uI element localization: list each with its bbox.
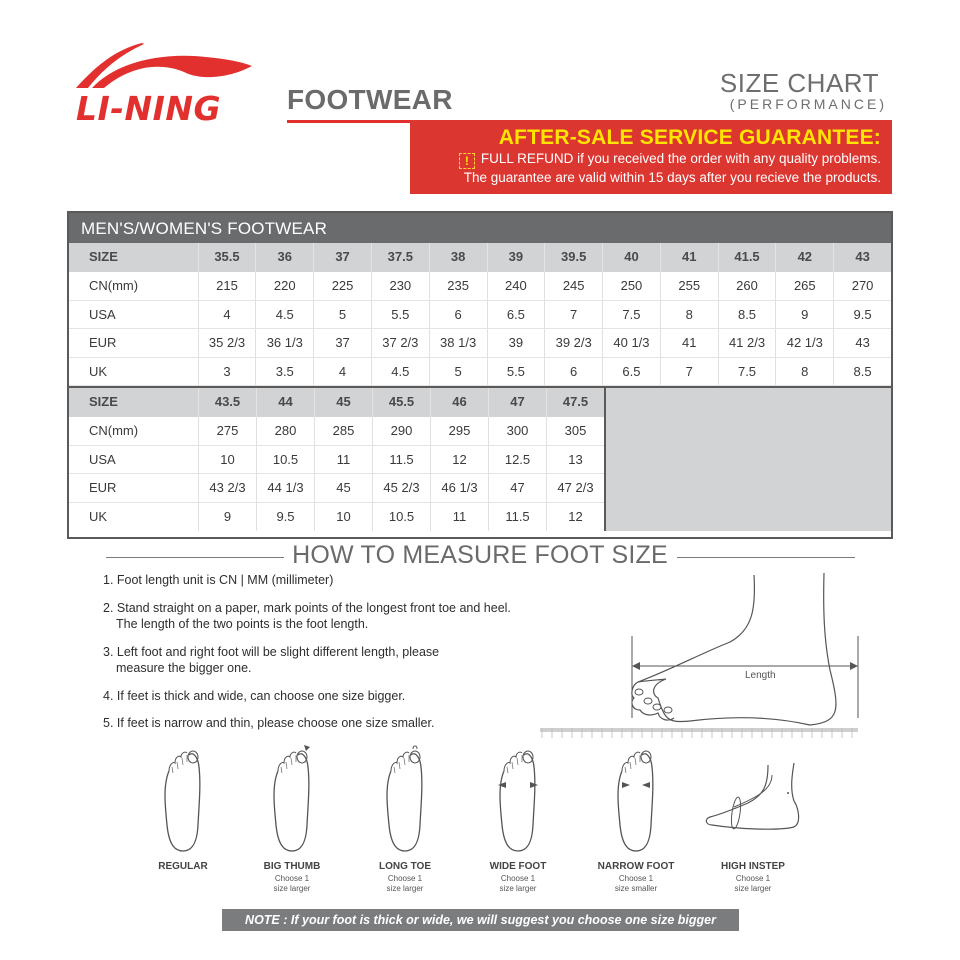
row-label: USA <box>89 306 116 322</box>
narrow-foot-icon <box>581 745 691 857</box>
table-cell: 5 <box>313 301 371 329</box>
size-table <box>67 211 893 539</box>
table-row <box>69 301 891 330</box>
table-cell: 4.5 <box>255 301 313 329</box>
table-cell: 300 <box>488 417 546 445</box>
long-toe-foot-icon <box>350 745 460 857</box>
table-cell: 36 <box>255 243 313 272</box>
table-row <box>69 272 891 301</box>
table-cell: 38 1/3 <box>429 329 487 357</box>
foot-type-guide <box>140 745 820 905</box>
table-cell: 35 2/3 <box>198 329 256 357</box>
foot-type-item <box>350 745 460 894</box>
category-title: FOOTWEAR <box>287 84 453 115</box>
table-cell: 37 <box>313 243 371 272</box>
foot-type-item <box>698 745 808 894</box>
instruction-item <box>103 572 573 589</box>
table-cell: 6 <box>544 358 602 386</box>
table-cell: 46 <box>430 388 488 417</box>
table-cell: 47.5 <box>546 388 604 417</box>
table-cell: 305 <box>546 417 604 445</box>
table-cell: 8.5 <box>833 358 891 386</box>
table-cell: 285 <box>314 417 372 445</box>
instruction-continuation: The length of the two points is the foot length. <box>116 617 369 631</box>
high-instep-foot-icon <box>698 745 808 857</box>
table-cell: 7 <box>660 358 718 386</box>
guarantee-banner <box>410 120 892 194</box>
table-cell: 41 <box>660 243 718 272</box>
table-cell: 39 <box>487 243 545 272</box>
note-line-2: size larger <box>273 884 311 893</box>
table-cell: 45 2/3 <box>372 474 430 502</box>
table-cell: 43 <box>833 243 891 272</box>
table-cell: 4.5 <box>371 358 429 386</box>
foot-type-note <box>350 874 460 894</box>
note-line-2: size larger <box>734 884 772 893</box>
note-line-1: Choose 1 <box>387 874 423 883</box>
table-cell: 46 1/3 <box>430 474 488 502</box>
foot-type-name: HIGH INSTEP <box>721 861 785 872</box>
table-cell: 6.5 <box>487 301 545 329</box>
table-cell: 9 <box>775 301 833 329</box>
table-cell: 37.5 <box>371 243 429 272</box>
table-cell: 10.5 <box>256 446 314 474</box>
instruction-text: 5. If feet is narrow and thin, please choose one size smaller. <box>103 716 435 730</box>
big-thumb-foot-icon <box>237 745 347 857</box>
table-cell: 5.5 <box>371 301 429 329</box>
table-cell: 275 <box>198 417 256 445</box>
table-cell: 6 <box>429 301 487 329</box>
table-cell: 43 <box>833 329 891 357</box>
page-title: SIZE CHART <box>719 68 879 98</box>
size-block-2 <box>69 386 891 531</box>
table-cell: 47 <box>488 474 546 502</box>
table-cell: 5 <box>429 358 487 386</box>
foot-type-note <box>698 874 808 894</box>
table-cell: 43.5 <box>198 388 256 417</box>
table-cell: 45 <box>314 474 372 502</box>
table-cell: 39.5 <box>544 243 602 272</box>
table-cell: 290 <box>372 417 430 445</box>
row-label: UK <box>89 508 108 524</box>
guarantee-title: AFTER-SALE SERVICE GUARANTEE: <box>498 126 881 149</box>
table-cell: 39 <box>487 329 545 357</box>
instruction-text: 1. Foot length unit is CN | MM (millimeter) <box>103 573 334 587</box>
instruction-item <box>103 600 573 633</box>
table-cell: 9.5 <box>256 503 314 532</box>
table-row <box>69 329 891 358</box>
table-cell: 6.5 <box>602 358 660 386</box>
wide-foot-icon <box>463 745 573 857</box>
table-cell: 42 1/3 <box>775 329 833 357</box>
table-cell: 45.5 <box>372 388 430 417</box>
table-cell: 41 <box>660 329 718 357</box>
foot-length-diagram <box>540 570 870 750</box>
table-cell: 7.5 <box>602 301 660 329</box>
table-cell: 11 <box>314 446 372 474</box>
table-row <box>69 243 891 272</box>
table-cell: 40 <box>602 243 660 272</box>
table-cell: 45 <box>314 388 372 417</box>
note-line-2: size larger <box>499 884 537 893</box>
note-line-1: Choose 1 <box>618 874 654 883</box>
foot-type-name: WIDE FOOT <box>489 861 547 872</box>
side-foot-icon <box>540 570 870 745</box>
note-line-2: size smaller <box>614 884 658 893</box>
table-cell: 215 <box>198 272 256 300</box>
table-cell: 240 <box>487 272 545 300</box>
row-label: UK <box>89 363 108 379</box>
li-ning-swoosh-icon <box>74 40 254 90</box>
table-cell: 255 <box>660 272 718 300</box>
empty-filler <box>604 386 891 531</box>
table-cell: 4 <box>198 301 256 329</box>
table-cell: 10.5 <box>372 503 430 532</box>
table-cell: 3.5 <box>255 358 313 386</box>
table-cell: 270 <box>833 272 891 300</box>
table-cell: 3 <box>198 358 256 386</box>
table-cell: 38 <box>429 243 487 272</box>
guarantee-line-2: The guarantee are valid within 15 days after you recieve the products. <box>463 170 881 185</box>
table-cell: 8 <box>660 301 718 329</box>
measure-title: HOW TO MEASURE FOOT SIZE <box>292 541 668 569</box>
note-line-2: size larger <box>386 884 424 893</box>
foot-type-note <box>237 874 347 894</box>
table-cell: 8 <box>775 358 833 386</box>
table-cell: 44 <box>256 388 314 417</box>
table-cell: 35.5 <box>198 243 256 272</box>
note-line-1: Choose 1 <box>274 874 310 883</box>
table-cell: 225 <box>313 272 371 300</box>
foot-type-name: LONG TOE <box>378 861 432 872</box>
table-cell: 12.5 <box>488 446 546 474</box>
row-label: SIZE <box>89 249 118 264</box>
category-underline <box>287 120 412 123</box>
row-label: SIZE <box>89 394 118 409</box>
row-label: CN(mm) <box>89 423 139 438</box>
table-cell: 11 <box>430 503 488 532</box>
table-cell: 280 <box>256 417 314 445</box>
row-label: EUR <box>89 335 117 350</box>
row-label: CN(mm) <box>89 278 139 293</box>
foot-type-item <box>128 745 238 872</box>
table-cell: 7 <box>544 301 602 329</box>
instruction-item <box>103 688 573 705</box>
instruction-list <box>103 572 573 743</box>
foot-type-note <box>581 874 691 894</box>
note-bar: NOTE : If your foot is thick or wide, we will suggest you choose one size bigger <box>222 909 739 931</box>
table-cell: 37 <box>313 329 371 357</box>
instruction-item <box>103 644 573 677</box>
instruction-text: 3. Left foot and right foot will be slight different length, please <box>103 644 440 659</box>
table-cell: 47 2/3 <box>546 474 604 502</box>
table-cell: 36 1/3 <box>255 329 313 357</box>
table-cell: 11.5 <box>488 503 546 532</box>
table-cell: 5.5 <box>487 358 545 386</box>
note-line-1: Choose 1 <box>735 874 771 883</box>
row-label: USA <box>89 451 116 467</box>
table-cell: 41 2/3 <box>718 329 776 357</box>
table-cell: 220 <box>255 272 313 300</box>
instruction-item <box>103 715 573 732</box>
brand-name: LI-NING <box>76 89 222 128</box>
table-cell: 235 <box>429 272 487 300</box>
table-cell: 8.5 <box>718 301 776 329</box>
note-line-1: Choose 1 <box>500 874 536 883</box>
size-block-1 <box>69 243 891 386</box>
instruction-text: 4. If feet is thick and wide, can choose one size bigger. <box>103 688 406 703</box>
li-ning-logo <box>74 40 254 132</box>
table-cell: 9.5 <box>833 301 891 329</box>
table-cell: 7.5 <box>718 358 776 386</box>
table-cell: 260 <box>718 272 776 300</box>
table-cell: 10 <box>314 503 372 532</box>
instruction-text: 2. Stand straight on a paper, mark points of the longest front toe and heel. <box>103 600 511 615</box>
table-row <box>69 358 891 387</box>
table-cell: 9 <box>198 503 256 532</box>
foot-type-item <box>581 745 691 894</box>
table-cell: 40 1/3 <box>602 329 660 357</box>
guarantee-text-1: FULL REFUND if you received the order with any quality problems. <box>480 151 881 166</box>
foot-type-note <box>463 874 573 894</box>
foot-type-item <box>237 745 347 894</box>
regular-foot-icon <box>128 745 238 857</box>
foot-type-item <box>463 745 573 894</box>
table-cell: 37 2/3 <box>371 329 429 357</box>
table-cell: 265 <box>775 272 833 300</box>
table-cell: 39 2/3 <box>544 329 602 357</box>
table-cell: 10 <box>198 446 256 474</box>
table-cell: 12 <box>546 503 604 532</box>
table-cell: 4 <box>313 358 371 386</box>
table-cell: 12 <box>430 446 488 474</box>
table-cell: 42 <box>775 243 833 272</box>
table-cell: 44 1/3 <box>256 474 314 502</box>
table-cell: 250 <box>602 272 660 300</box>
page-subtitle: (PERFORMANCE) <box>729 96 887 112</box>
table-cell: 295 <box>430 417 488 445</box>
table-cell: 245 <box>544 272 602 300</box>
table-cell: 41.5 <box>718 243 776 272</box>
foot-type-name: REGULAR <box>158 861 208 872</box>
warning-icon: ! <box>459 153 475 169</box>
guarantee-line-1 <box>420 150 881 169</box>
table-cell: 47 <box>488 388 546 417</box>
table-title: MEN'S/WOMEN'S FOOTWEAR <box>69 213 891 243</box>
length-label: Length <box>745 670 776 681</box>
table-cell: 13 <box>546 446 604 474</box>
table-cell: 43 2/3 <box>198 474 256 502</box>
row-label: EUR <box>89 480 117 495</box>
table-cell: 230 <box>371 272 429 300</box>
foot-type-name: BIG THUMB <box>263 861 321 872</box>
table-cell: 11.5 <box>372 446 430 474</box>
instruction-continuation: measure the bigger one. <box>116 661 252 675</box>
foot-type-name: NARROW FOOT <box>597 861 675 872</box>
